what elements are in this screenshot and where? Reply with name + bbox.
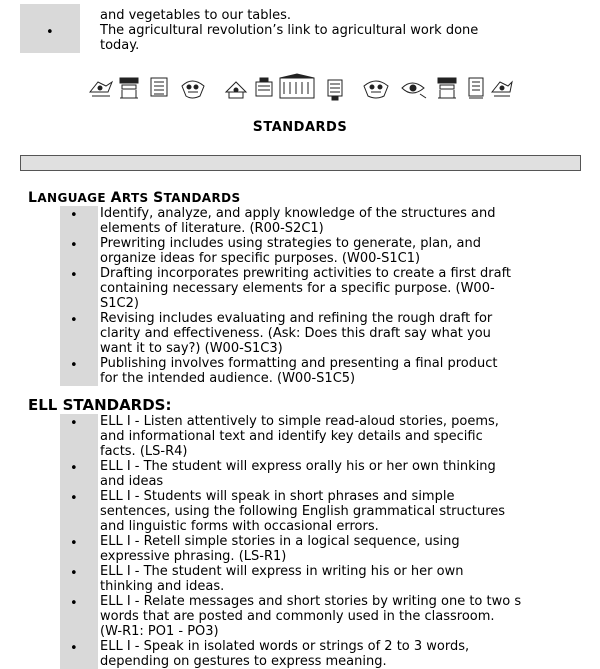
bullet-column xyxy=(20,4,80,23)
list-item-text: ELL I - Speak in isolated words or strings of 2 to 3 words, depending on gestures to express meaning. xyxy=(100,639,470,669)
list-item-text: ELL I - Retell simple stories in a logical sequence, using expressive phrasing. (LS-R1) xyxy=(100,534,460,564)
list-item-text: ELL I - Students will speak in short phrases and simple sentences, using the following English grammatical structures and linguistic forms with occasional errors. xyxy=(100,489,506,534)
bullet-column xyxy=(60,414,98,459)
bullet: • xyxy=(46,25,54,40)
list-item-text: ELL I - The student will express orally his or her own thinking and ideas xyxy=(100,459,496,489)
list-item xyxy=(60,459,600,489)
list-item xyxy=(60,489,600,534)
bullet: • xyxy=(70,416,78,431)
bird-glyph-icon xyxy=(492,82,512,96)
list-item xyxy=(20,23,600,53)
bullet: • xyxy=(70,566,78,581)
bullet: • xyxy=(70,491,78,506)
list-item xyxy=(60,356,600,386)
list-item xyxy=(60,534,600,564)
bullet: • xyxy=(70,238,78,253)
bullet: • xyxy=(70,461,78,476)
list-item xyxy=(60,266,600,311)
eye-glyph-icon xyxy=(402,83,426,98)
language-arts-list xyxy=(60,206,600,386)
mask-glyph-icon xyxy=(364,81,388,98)
list-item xyxy=(60,594,600,639)
list-item xyxy=(60,414,600,459)
bullet-column xyxy=(60,594,98,639)
list-item xyxy=(60,311,600,356)
bullet-column xyxy=(60,356,98,386)
bullet-column xyxy=(60,564,98,594)
ell-standards-list xyxy=(60,414,600,669)
decorative-glyph-divider xyxy=(86,72,516,102)
list-item-text: Revising includes evaluating and refining the rough draft for clarity and effectiveness. (Ask: Does this draft say what you want it to say?) (W00-S1C3) xyxy=(100,311,493,356)
list-item xyxy=(20,4,600,23)
language-arts-heading: LANGUAGE ARTS STANDARDS xyxy=(28,190,241,206)
bullet-column xyxy=(60,534,98,564)
temple-glyph-icon xyxy=(328,80,342,100)
bird-glyph-icon xyxy=(90,82,112,96)
bullet: • xyxy=(70,596,78,611)
bullet-column xyxy=(60,311,98,356)
list-item-text: Prewriting includes using strategies to generate, plan, and organize ideas for specific purposes. (W00-S1C1) xyxy=(100,236,482,266)
house-glyph-icon xyxy=(226,82,246,98)
list-item-text: Identify, analyze, and apply knowledge of the structures and elements of literature. (R00-S2C1) xyxy=(100,206,496,236)
list-item-text: Publishing involves formatting and presenting a final product for the intended audience. (W00-S1C5) xyxy=(100,356,498,386)
bullet-column xyxy=(60,236,98,266)
bullet-column xyxy=(60,489,98,534)
bullet: • xyxy=(70,536,78,551)
bullet: • xyxy=(70,641,78,656)
bullet-column xyxy=(60,459,98,489)
figure-glyph-icon xyxy=(469,78,483,98)
list-item-text: ELL I - Listen attentively to simple read-aloud stories, poems, and informational text and identify key details and specific facts. (LS-R4) xyxy=(100,414,499,459)
list-item-text: Drafting incorporates prewriting activities to create a first draft containing necessary elements for a specific purpose. (W00- S1C2) xyxy=(100,266,512,311)
list-item xyxy=(60,564,600,594)
figure-glyph-icon xyxy=(151,78,167,96)
list-item xyxy=(60,236,600,266)
section-divider-bar xyxy=(20,155,581,171)
stool-glyph-icon xyxy=(120,78,138,98)
bullet: • xyxy=(70,358,78,373)
previous-section-list xyxy=(20,4,600,53)
bullet-column xyxy=(60,206,98,236)
frieze-glyph-icon xyxy=(280,74,314,98)
list-item xyxy=(60,206,600,236)
list-item-text: The agricultural revolution’s link to agricultural work done today. xyxy=(100,23,479,53)
bullet: • xyxy=(70,208,78,223)
stool-glyph-icon xyxy=(438,78,456,98)
list-item-text: and vegetables to our tables. xyxy=(100,8,292,23)
ell-standards-heading: ELL STANDARDS: xyxy=(28,396,172,414)
bullet: • xyxy=(70,313,78,328)
bullet: • xyxy=(70,268,78,283)
eye-glyph-icon xyxy=(256,78,272,96)
bullet-column xyxy=(60,266,98,311)
list-item-text: ELL I - The student will express in writing his or her own thinking and ideas. xyxy=(100,564,464,594)
list-item-text: ELL I - Relate messages and short stories by writing one to two s words that are posted and commonly used in the classroom. (W-R1: PO1 - PO3) xyxy=(100,594,522,639)
mask-glyph-icon xyxy=(182,81,204,98)
standards-title: STANDARDS xyxy=(252,119,348,135)
